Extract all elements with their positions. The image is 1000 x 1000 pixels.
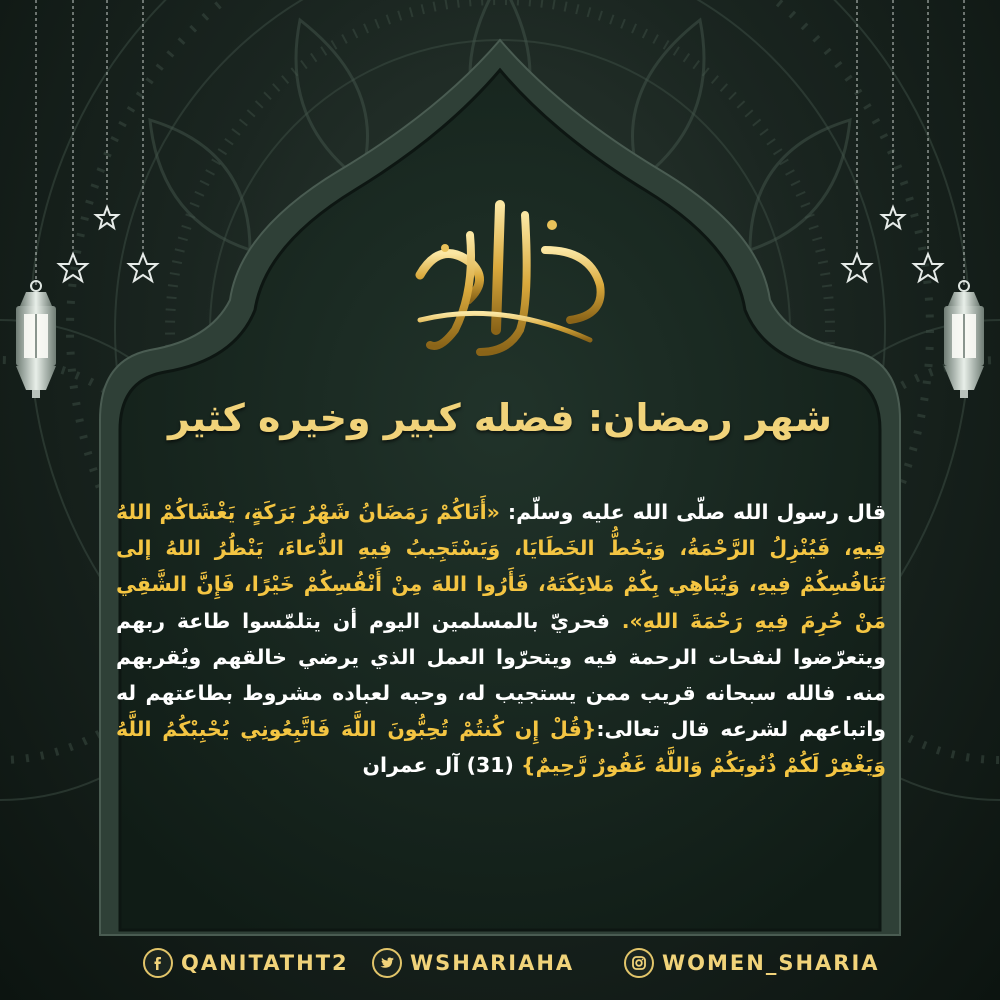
- instagram-handle[interactable]: [624, 948, 880, 978]
- page-title: شهر رمضان: فضله كبير وخيره كثير: [168, 396, 832, 440]
- instagram-handle-text: WOMEN_SHARIA: [662, 951, 880, 975]
- quran-verse: {قُلْ إِن كُنتُمْ تُحِبُّونَ اللَّهَ فَاتَّبِعُونِي يُحْبِبْكُمُ اللَّهُ وَيَغْفِرْ لَكُمْ ذُنُوبَكُمْ وَاللَّهُ غَفُورٌ رَّحِيمٌ}: [116, 717, 886, 778]
- commentary-text: فحريّ بالمسلمين اليوم أن يتلمّسوا طاعة ربهم ويتعرّضوا لنفحات الرحمة فيه ويتحرّوا العمل الذي يرضي خالقهم ويُقربهم منه. فالله سبحانه قريب ممن يستجيب له، وحبه لعباده مشروط بطاعتهم له واتباعهم لشرعه قال تعالى:: [116, 608, 887, 742]
- twitter-handle-text: WSHARIAHA: [410, 951, 575, 975]
- hadith-intro: قال رسول الله صلّى الله عليه وسلّم:: [499, 500, 887, 524]
- social-footer: [0, 948, 1000, 988]
- verse-reference: (31) آل عمران: [362, 753, 522, 778]
- instagram-icon: [624, 948, 654, 978]
- facebook-icon: [143, 948, 173, 978]
- twitter-handle[interactable]: [372, 948, 574, 978]
- facebook-handle-text: QANITATHT2: [181, 951, 349, 975]
- article-body: [116, 494, 886, 784]
- twitter-icon: [372, 948, 402, 978]
- hadith-text: «أَتَاكُمْ رَمَضَانُ شَهْرُ بَرَكَةٍ، يَغْشَاكُمْ اللهُ فِيهِ، فَيُنْزِلُ الرَّحْمَةُ، وَيَحُطُّ الخَطَايَا، وَيَسْتَجِيبُ فِيهِ الدُّعاءَ، يَنْظُرُ اللهُ إلى تَنَافُسِكُمْ فِيهِ، وَيُبَاهِي بِكُمْ مَلائِكَتَهُ، فَأَرُوا اللهَ مِنْ أَنْفُسِكُمْ خَيْرًا، فَإِنَّ الشَّقِي مَنْ حُرِمَ فِيهِ رَحْمَةَ اللهِ».: [116, 500, 886, 633]
- facebook-handle[interactable]: [143, 948, 349, 978]
